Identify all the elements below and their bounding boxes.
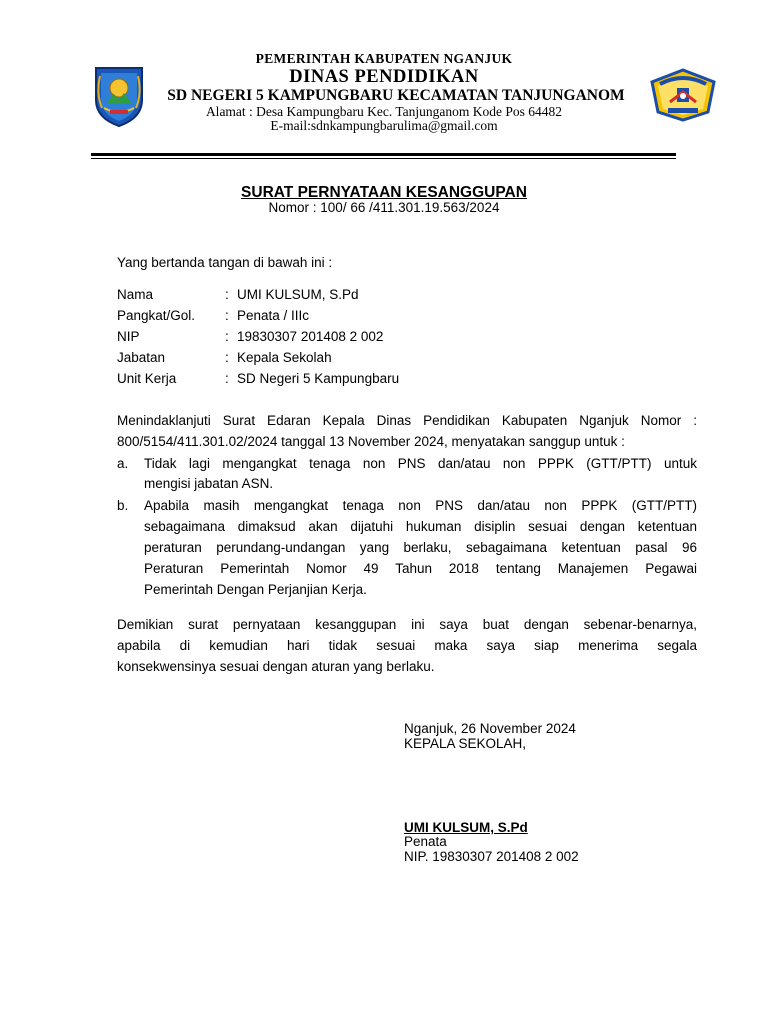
list-item-b-line: sebagaimana dimaksud akan dijatuhi hukuman disiplin sesuai dengan ketentuan <box>144 519 697 534</box>
identity-value: Kepala Sekolah <box>237 350 332 365</box>
identity-colon: : <box>225 371 229 386</box>
list-item-b-line: Pemerintah Dengan Perjanjian Kerja. <box>144 582 367 597</box>
identity-value: 19830307 201408 2 002 <box>237 329 384 344</box>
signatory-nip: NIP. 19830307 201408 2 002 <box>404 849 579 864</box>
list-item-b-line: Peraturan Pemerintah Nomor 49 Tahun 2018 tentang Manajemen Pegawai <box>144 561 697 576</box>
document-title: SURAT PERNYATAAN KESANGGUPAN <box>241 184 527 201</box>
identity-label: Pangkat/Gol. <box>117 308 196 323</box>
list-item-a-line: mengisi jabatan ASN. <box>144 476 274 491</box>
closing-paragraph-line: konsekwensinya sesuai dengan aturan yang berlaku. <box>117 659 435 674</box>
identity-label: NIP <box>117 329 140 344</box>
identity-colon: : <box>225 350 229 365</box>
closing-paragraph-line: Demikian surat pernyataan kesanggupan ini saya buat dengan sebenar-benarnya, <box>117 617 697 632</box>
identity-value: SD Negeri 5 Kampungbaru <box>237 371 400 386</box>
school-address: Alamat : Desa Kampungbaru Kec. Tanjunganom Kode Pos 64482 <box>205 104 563 119</box>
identity-label: Nama <box>117 287 154 302</box>
letterhead-divider-thick <box>91 153 676 156</box>
list-item-a-line: Tidak lagi mengangkat tenaga non PNS dan/atau non PPPK (GTT/PTT) untuk <box>144 456 697 471</box>
body-paragraph-line: Menindaklanjuti Surat Edaran Kepala Dinas Pendidikan Kabupaten Nganjuk Nomor : <box>117 413 697 428</box>
list-marker-b: b. <box>117 498 129 513</box>
school-email: E-mail:sdnkampungbarulima@gmail.com <box>270 118 498 133</box>
identity-label: Jabatan <box>117 350 166 365</box>
school-name: SD NEGERI 5 KAMPUNGBARU KECAMATAN TANJUNGANOM <box>167 87 625 104</box>
agency-name: DINAS PENDIDIKAN <box>289 67 479 87</box>
tut-wuri-handayani-emblem-icon <box>648 68 718 122</box>
document-number: Nomor : 100/ 66 /411.301.19.563/2024 <box>268 200 500 215</box>
government-name: PEMERINTAH KABUPATEN NGANJUK <box>255 51 513 66</box>
signatory-name: UMI KULSUM, S.Pd <box>404 820 528 835</box>
identity-colon: : <box>225 287 229 302</box>
intro-text: Yang bertanda tangan di bawah ini : <box>117 255 333 270</box>
closing-paragraph-line: apabila di kemudian hari tidak sesuai maka saya siap menerima segala <box>117 638 697 653</box>
identity-value: Penata / IIIc <box>237 308 310 323</box>
identity-value: UMI KULSUM, S.Pd <box>237 287 359 302</box>
list-marker-a: a. <box>117 456 129 471</box>
letterhead <box>0 0 768 160</box>
letterhead-divider-thin <box>91 158 676 159</box>
identity-colon: : <box>225 308 229 323</box>
identity-label: Unit Kerja <box>117 371 177 386</box>
identity-colon: : <box>225 329 229 344</box>
signature-position: KEPALA SEKOLAH, <box>404 736 527 751</box>
body-paragraph-line: 800/5154/411.301.02/2024 tanggal 13 November 2024, menyatakan sanggup untuk : <box>117 434 625 449</box>
signatory-rank: Penata <box>404 834 447 849</box>
list-item-b-line: Apabila masih mengangkat tenaga non PNS dan/atau non PPPK (GTT/PTT) <box>144 498 697 513</box>
list-item-b-line: peraturan perundang-undangan yang berlaku, sebagaimana ketentuan pasal 96 <box>144 540 697 555</box>
signature-place-date: Nganjuk, 26 November 2024 <box>404 721 576 736</box>
